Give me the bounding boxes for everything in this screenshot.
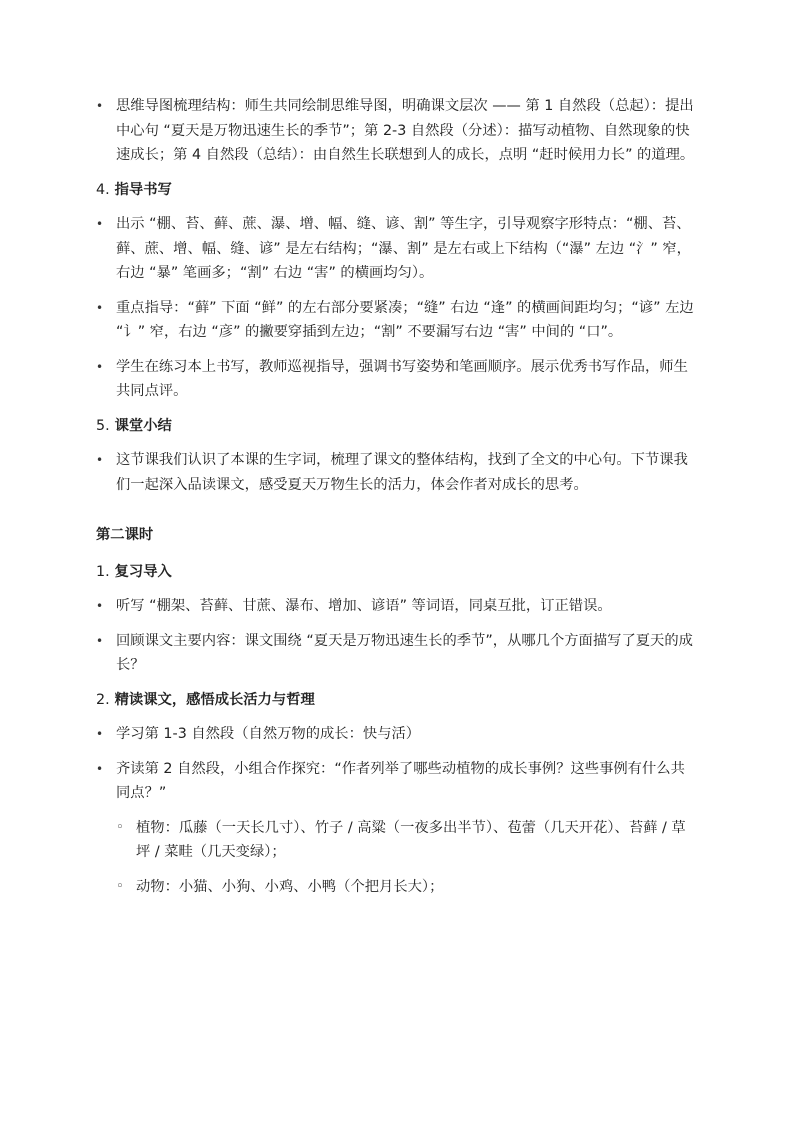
list-item: • 学生在练习本上书写，教师巡视指导，强调书写姿势和笔画顺序。展示优秀书写作品，师生共同点评。 [96,355,696,404]
heading-text: 指导书写 [114,181,172,198]
heading-number: 2. [96,691,110,708]
list-item: • 听写 “棚架、苔藓、甘蔗、瀑布、增加、谚语” 等词语，同桌互批，订正错误。 [96,594,696,619]
subheading [96,688,696,713]
list-item: • 这节课我们认识了本课的生字词，梳理了课文的整体结构，找到了全文的中心句。下节课我们一起深入品读课文，感受夏天万物生长的活力，体会作者对成长的思考。 [96,448,696,497]
list-item: • 回顾课文主要内容：课文围绕 “夏天是万物迅速生长的季节”，从哪几个方面描写了夏天的成长？ [96,629,696,678]
sub-list-item: ◦ 动物：小猫、小狗、小鸡、小鸭（个把月长大）； [116,875,696,900]
subheading [96,560,696,585]
list-item: • 学习第 1-3 自然段（自然万物的成长：快与活） [96,722,696,747]
list-item: • 重点指导：“藓” 下面 “鲜” 的左右部分要紧凑；“缝” 右边 “逢” 的横画间距均匀；“谚” 左边 “讠” 窄，右边 “彦” 的撇要穿插到左边；“割” 不要漏写右边 “害” 中间的 “口”。 [96,296,696,345]
list-item: • 思维导图梳理结构：师生共同绘制思维导图，明确课文层次 —— 第 1 自然段（总起）：提出中心句 “夏天是万物迅速生长的季节”；第 2-3 自然段（分述）：描写动植物、自然现象的快速成长；第 4 自然段（总结）：由自然生长联想到人的成长，点明 “赶时候用力长” 的道理。 [96,94,696,168]
heading-text: 课堂小结 [114,417,172,434]
section-title: 第二课时 [96,527,154,543]
heading-text: 精读课文，感悟成长活力与哲理 [114,691,315,708]
heading-number: 1. [96,563,110,580]
list-item: • 齐读第 2 自然段，小组合作探究：“作者列举了哪些动植物的成长事例？这些事例有什么共同点？” [96,757,696,806]
heading-text: 复习导入 [114,563,172,580]
sub-list-item: ◦ 植物：瓜藤（一天长几寸）、竹子 / 高粱（一夜多出半节）、苞蕾（几天开花）、苔藓 / 草坪 / 菜畦（几天变绿）； [116,816,696,865]
subheading [96,414,696,439]
document-body [96,94,696,909]
list-item: • 出示 “棚、苔、藓、蔗、瀑、增、幅、缝、谚、割” 等生字，引导观察字形特点：“棚、苔、藓、蔗、增、幅、缝、谚” 是左右结构；“瀑、割” 是左右或上下结构（“瀑” 左边 “氵” 窄，右边 “暴” 笔画多；“割” 右边 “害” 的横画均匀）。 [96,212,696,286]
heading-number: 5. [96,417,110,434]
heading-number: 4. [96,181,110,198]
subheading [96,178,696,203]
